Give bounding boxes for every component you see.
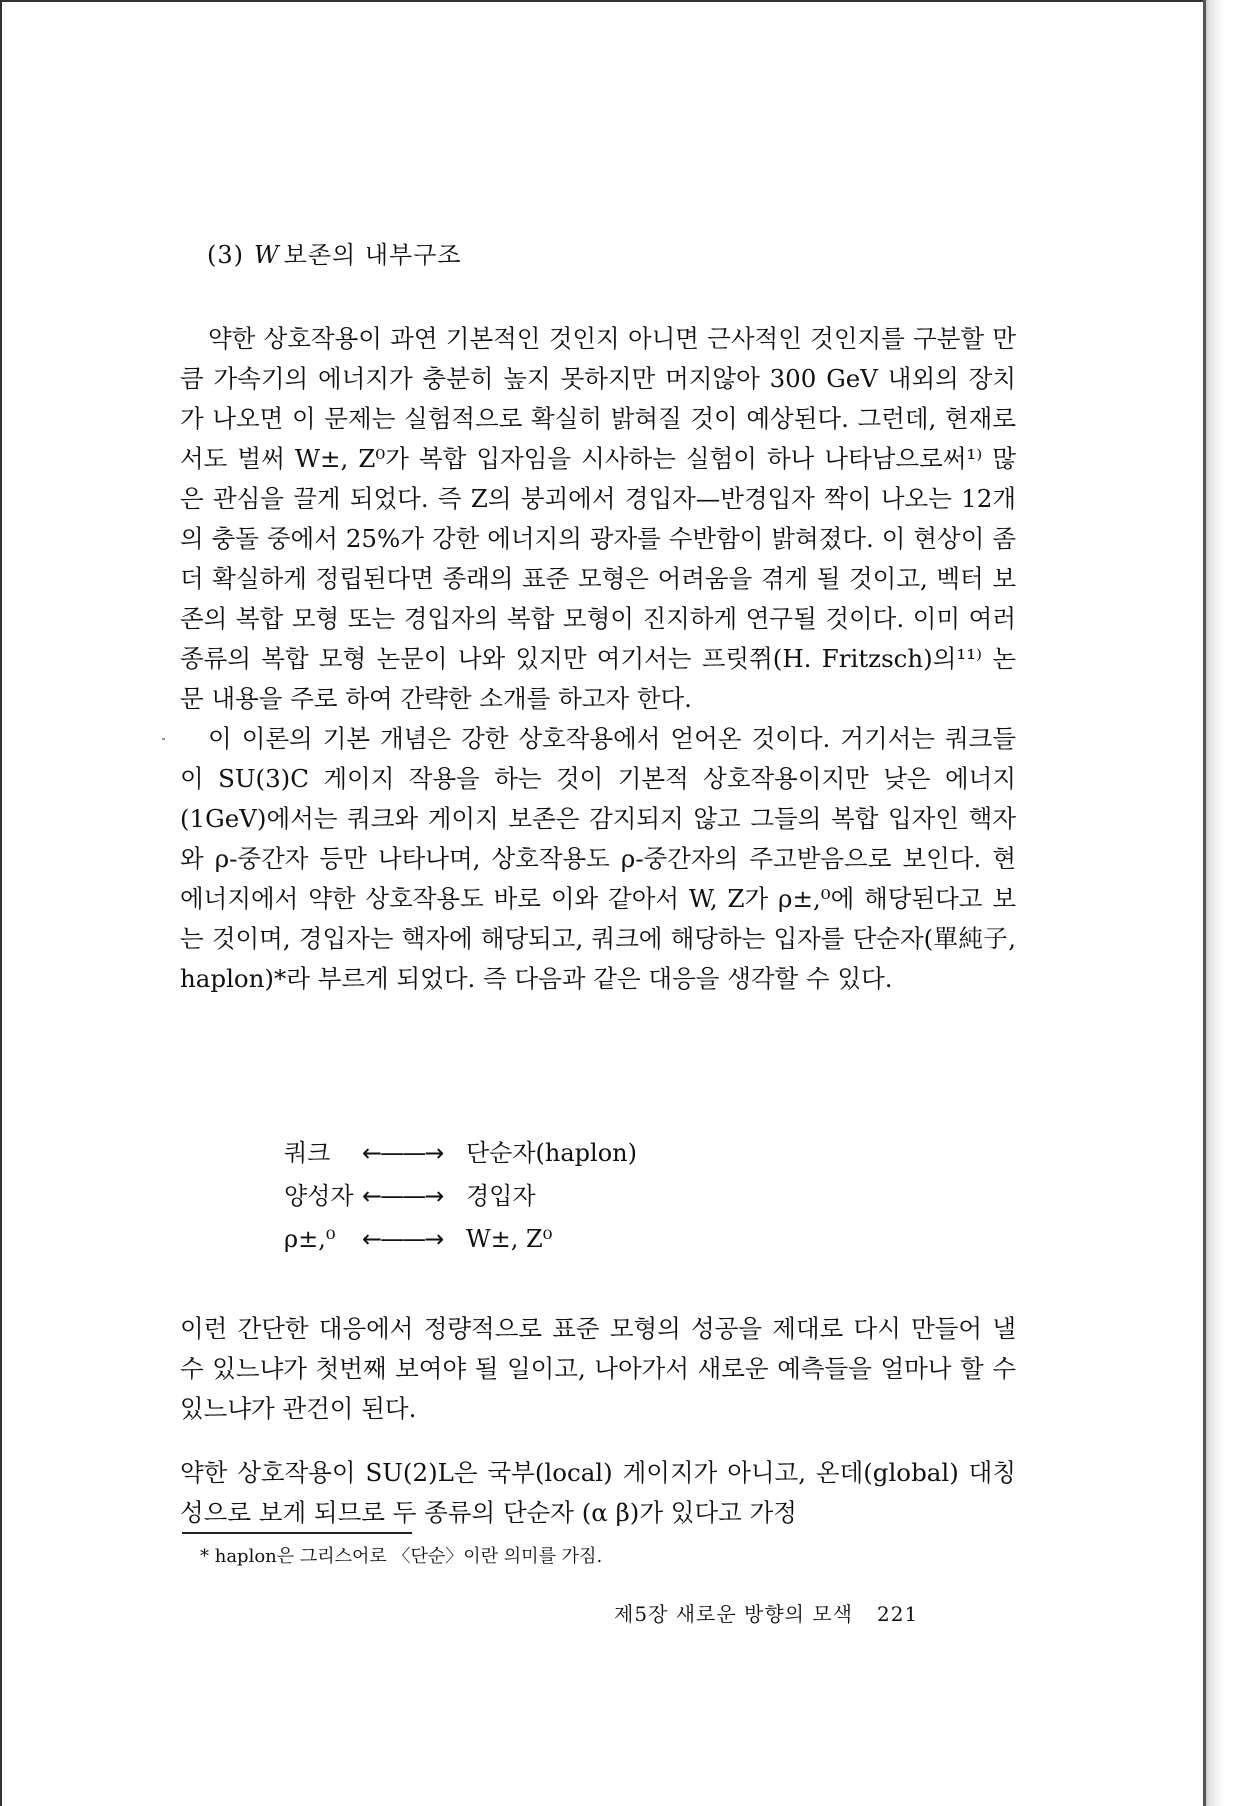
paragraph-3: 이런 간단한 대응에서 정량적으로 표준 모형의 성공을 제대로 다시 만들어 낼 수 있느냐가 첫번째 보여야 될 일이고, 나아가서 새로운 예측들을 얼마나 할 수 있느냐가 관건이 된다. — [180, 1313, 1016, 1423]
footnote: * haplon은 그리스어로 〈단순〉이란 의미를 가짐. — [200, 1546, 603, 1567]
double-arrow-icon: ←——→ — [362, 1139, 443, 1167]
running-chapter-title: 제5장 새로운 방향의 모색 — [614, 1602, 853, 1626]
correspondence-row — [284, 1175, 637, 1218]
paragraph-1: 약한 상호작용이 과연 기본적인 것인지 아니면 근사적인 것인지를 구분할 만큼 가속기의 에너지가 충분히 높지 못하지만 머지않아 300 GeV 내외의 장치가 나오면 이 문제는 실험적으로 확실히 밝혀질 것이 예상된다. 그런데, 현재로서도 벌써 W±, Z⁰가 복합 입자임을 시사하는 실험이 하나 나타남으로써¹⁾ 많은 관심을 끌게 되었다. 즉 Z의 붕괴에서 경입자—반경입자 짝이 나오는 12개의 충돌 중에서 25%가 강한 에너지의 광자를 수반함이 밝혀졌다. 이 현상이 좀더 확실하게 정립된다면 종래의 표준 모형은 어려움을 겪게 될 것이고, 벡터 보존의 복합 모형 또는 경입자의 복합 모형이 진지하게 연구될 것이다. 이미 여러 종류의 복합 모형 논문이 나와 있지만 여기서는 프릿쮜(H. Fritzsch)의¹¹⁾ 논문 내용을 주로 하여 간략한 소개를 하고자 한다. — [180, 324, 1016, 713]
double-arrow-icon: ←——→ — [362, 1182, 443, 1210]
corr-right: W±, Z⁰ — [466, 1225, 553, 1253]
w-symbol: W — [254, 241, 280, 269]
footnote-rule — [182, 1532, 412, 1534]
page-edge-line — [1203, 0, 1206, 1806]
double-arrow-icon: ←——→ — [362, 1225, 443, 1253]
body-paragraphs-top — [180, 319, 1016, 999]
page-edge-shadow — [1203, 0, 1258, 1806]
corr-right: 단순자(haplon) — [466, 1139, 637, 1167]
corr-right: 경입자 — [466, 1182, 536, 1210]
section-number: (3) — [207, 241, 244, 269]
page-number: 221 — [877, 1602, 919, 1626]
paragraph-2: 이 이론의 기본 개념은 강한 상호작용에서 얻어온 것이다. 거기서는 쿼크들이 SU(3)C 게이지 작용을 하는 것이 기본적 상호작용이지만 낮은 에너지(1GeV)에서는 쿼크와 게이지 보존은 감지되지 않고 그들의 복합 입자인 핵자와 ρ-중간자 등만 나타나며, 상호작용도 ρ-중간자의 주고받음으로 보인다. 현 에너지에서 약한 상호작용도 바로 이와 같아서 W, Z가 ρ±,⁰에 해당된다고 보는 것이며, 경입자는 핵자에 해당되고, 쿼크에 해당하는 입자를 단순자(單純子, haplon)*라 부르게 되었다. 즉 다음과 같은 대응을 생각할 수 있다. — [180, 724, 1016, 993]
correspondence-row — [284, 1218, 637, 1261]
page-footer — [614, 1598, 918, 1627]
scan-speck — [162, 738, 165, 740]
correspondence-row — [284, 1132, 637, 1175]
corr-left: ρ±,⁰ — [284, 1225, 336, 1253]
section-title: 보존의 내부구조 — [283, 241, 462, 269]
correspondence-table — [284, 1132, 637, 1261]
corr-left: 쿼크 — [284, 1139, 331, 1167]
corr-left: 양성자 — [284, 1182, 354, 1210]
section-heading — [207, 235, 462, 270]
paragraph-4: 약한 상호작용이 SU(2)L은 국부(local) 게이지가 아니고, 온데(global) 대칭성으로 보게 되므로 두 종류의 단순자 (α β)가 있다고 가정 — [180, 1458, 1016, 1527]
body-paragraphs-bottom — [180, 1284, 1016, 1558]
